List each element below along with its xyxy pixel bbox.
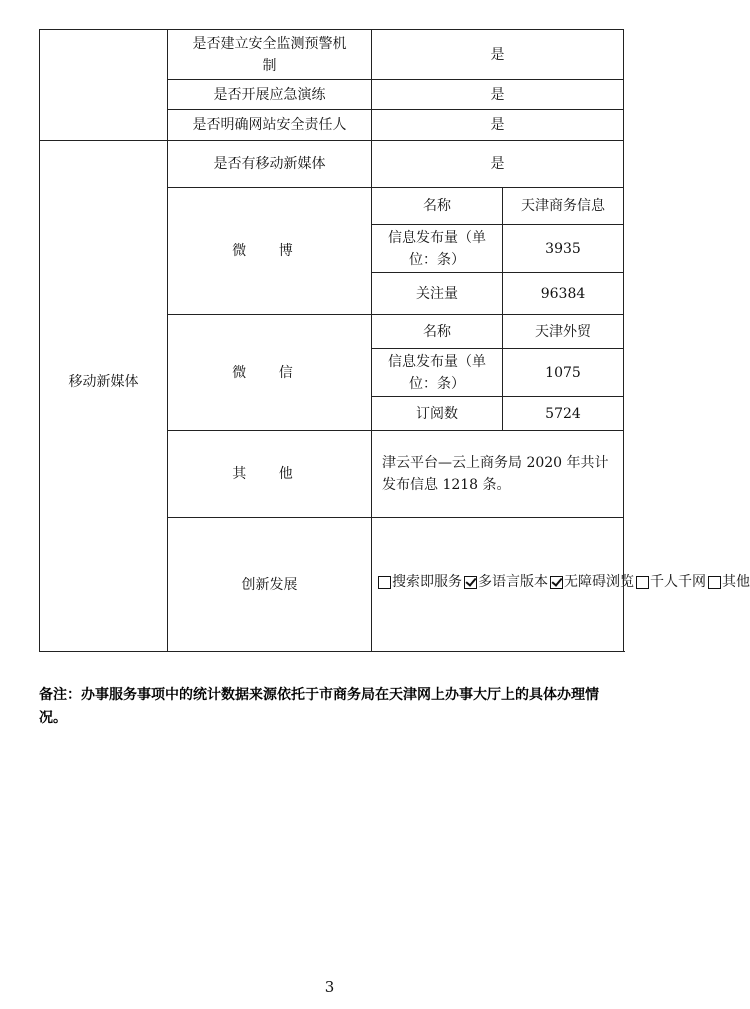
option-label: 其他 (722, 574, 750, 590)
drill-label: 是否开展应急演练 (168, 80, 372, 110)
weibo-label: 微 博 (168, 188, 372, 315)
mobile-section-label: 移动新媒体 (40, 141, 168, 652)
has-mobile-value: 是 (372, 141, 624, 188)
innovation-label: 创新发展 (168, 518, 372, 652)
weibo-name-label: 名称 (372, 188, 503, 225)
table-row (40, 30, 624, 80)
other-value: 津云平台—云上商务局 2020 年共计发布信息 1218 条。 (372, 431, 624, 518)
option-label: 多语言版本 (478, 574, 548, 590)
unchecked-checkbox-icon[interactable] (378, 576, 391, 589)
weibo-posts-label: 信息发布量（单位：条） (372, 225, 503, 273)
has-mobile-label: 是否有移动新媒体 (168, 141, 372, 188)
table-row (40, 141, 624, 188)
innovation-options (376, 571, 750, 593)
statistics-table (39, 29, 750, 652)
footnote: 备注：办事服务事项中的统计数据来源依托于市商务局在天津网上办事大厅上的具体办理情况。 (39, 687, 599, 726)
weibo-name-value: 天津商务信息 (503, 188, 624, 225)
option-label: 搜索即服务 (392, 574, 462, 590)
checked-checkbox-icon[interactable] (550, 576, 563, 589)
other-label: 其 他 (168, 431, 372, 518)
responsible-value: 是 (372, 110, 624, 141)
weibo-posts-value: 3935 (503, 225, 624, 273)
monitoring-value: 是 (372, 30, 624, 80)
wechat-name-label: 名称 (372, 315, 503, 349)
drill-value: 是 (372, 80, 624, 110)
innovation-options-cell (372, 518, 750, 652)
weibo-follow-value: 96384 (503, 273, 624, 315)
responsible-label: 是否明确网站安全责任人 (168, 110, 372, 141)
page-number: 3 (324, 978, 335, 996)
option-label: 千人千网 (650, 574, 706, 590)
wechat-subs-value: 5724 (503, 397, 624, 431)
unchecked-checkbox-icon[interactable] (636, 576, 649, 589)
monitoring-label: 是否建立安全监测预警机制 (168, 30, 372, 80)
option-label: 无障碍浏览 (564, 574, 634, 590)
unchecked-checkbox-icon[interactable] (708, 576, 721, 589)
empty-section-cell (40, 30, 168, 141)
weibo-follow-label: 关注量 (372, 273, 503, 315)
wechat-posts-label: 信息发布量（单位：条） (372, 349, 503, 397)
wechat-label: 微 信 (168, 315, 372, 431)
checked-checkbox-icon[interactable] (464, 576, 477, 589)
wechat-posts-value: 1075 (503, 349, 624, 397)
wechat-subs-label: 订阅数 (372, 397, 503, 431)
wechat-name-value: 天津外贸 (503, 315, 624, 349)
